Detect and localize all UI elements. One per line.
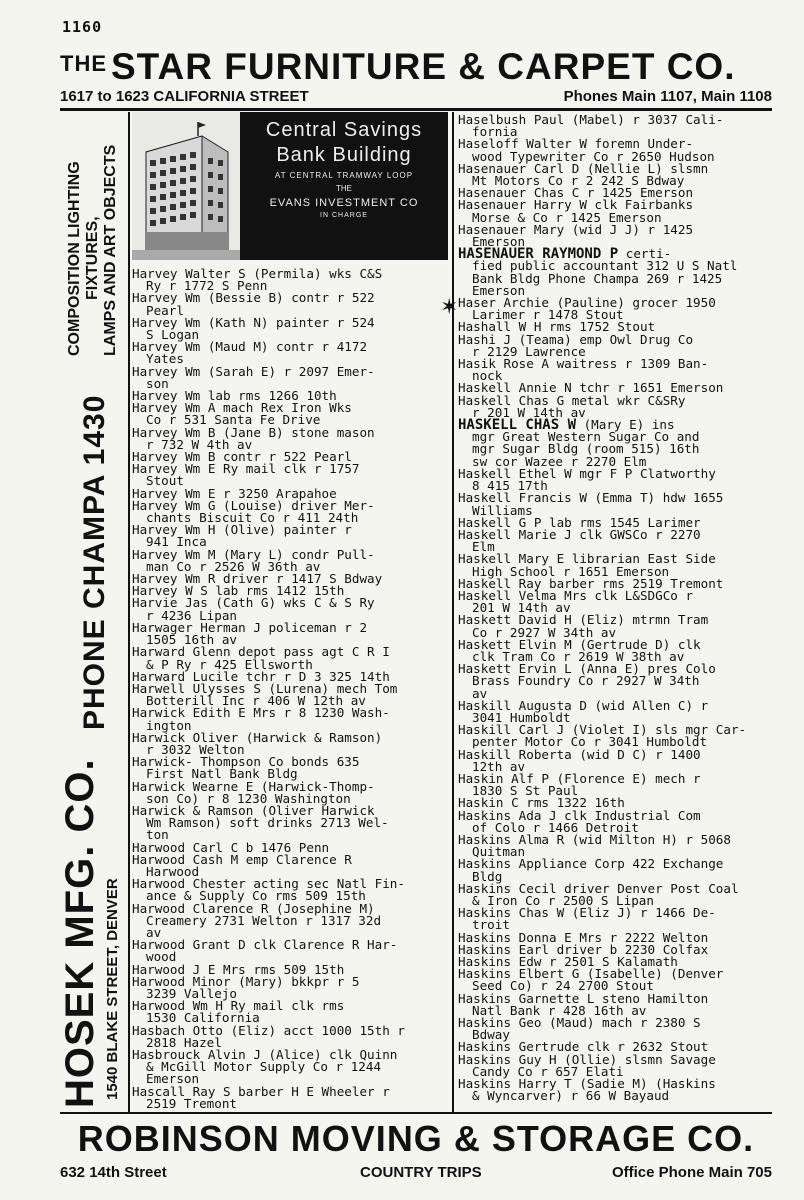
- entry-line: Botterill Inc r 406 W 12th av: [146, 693, 366, 709]
- directory-entry: [458, 697, 772, 725]
- entry-line: r 3032 Welton: [146, 741, 245, 757]
- bank-line-4: THE: [336, 184, 352, 193]
- entry-line: Natl Bank r 428 16th av: [472, 1002, 647, 1018]
- entry-line: av: [146, 924, 162, 940]
- directory-entry: [458, 990, 772, 1018]
- entry-line: son Co) r 8 1230 Washington: [146, 790, 351, 806]
- entry-line: Wm Ramson) soft drinks 2713 Wel-: [146, 815, 389, 831]
- entry-line: 12th av: [472, 758, 526, 774]
- entry-line: Hasenauer Harry W clk Fairbanks: [458, 197, 694, 213]
- entry-line: Seed Co) r 24 2700 Stout: [472, 978, 654, 994]
- directory-entry: [458, 492, 772, 516]
- entry-line: 1830 S St Paul: [472, 783, 579, 799]
- entry-line: Harwood Wm H Ry mail clk rms: [132, 998, 345, 1014]
- directory-entry: [132, 268, 450, 292]
- entry-line: Emerson: [472, 234, 526, 250]
- entry-line: Haskill Carl J (Violet I) sls mgr Car-: [458, 722, 747, 738]
- directory-entry: [458, 746, 772, 774]
- entry-line: Hashall W H rms 1752 Stout: [458, 319, 656, 335]
- entry-line: wood Typewriter Co r 2650 Hudson: [472, 148, 715, 164]
- entry-line: av: [472, 685, 488, 701]
- directory-entry: [458, 807, 772, 835]
- bank-building-text-box: [240, 112, 448, 260]
- entry-line: Harwood Grant D clk Clarence R Har-: [132, 937, 398, 953]
- entry-line: Larimer r 1478 Stout: [472, 307, 624, 323]
- entry-line: Hashi J (Teama) emp Owl Drug Co: [458, 331, 694, 347]
- entry-line: ington: [146, 717, 192, 733]
- entry-line: Harwood Clarence R (Josephine M): [132, 900, 375, 916]
- entry-line: Haskett Ervin L (Anna E) pres Colo: [458, 661, 716, 677]
- entry-line: Hasik Rose A waitress r 1309 Ban-: [458, 356, 709, 372]
- directory-entry: [132, 597, 450, 621]
- entry-line: Harvey Wm R driver r 1417 S Bdway: [132, 571, 383, 587]
- entry-line: Brass Foundry Co r 2927 W 34th: [472, 673, 700, 689]
- entry-line: 3041 Humboldt: [472, 709, 571, 725]
- entry-line: Haskell G P lab rms 1545 Larimer: [458, 514, 701, 530]
- directory-entry: [132, 707, 450, 731]
- page-number: 1160: [62, 18, 103, 36]
- entry-line: Mt Motors Co r 2 242 S Bdway: [472, 173, 685, 189]
- directory-entry: [132, 729, 450, 757]
- directory-entry: [458, 1017, 772, 1041]
- entry-line: Haskins Elbert G (Isabelle) (Denver: [458, 966, 724, 982]
- directory-entry: [132, 802, 450, 843]
- entry-line: 1530 California: [146, 1010, 260, 1026]
- entry-line: Bdway: [472, 1027, 510, 1043]
- entry-line: Ry r 1772 S Penn: [146, 278, 268, 294]
- bank-line-1: Central Savings: [265, 119, 423, 141]
- entry-line: Harvey Wm (Bessie B) contr r 522: [132, 290, 375, 306]
- left-column-rule: [128, 112, 130, 1112]
- entry-line: r 4236 Lipan: [146, 607, 237, 623]
- entry-line: Pearl: [146, 302, 184, 318]
- entry-line: Haskins Garnette L steno Hamilton: [458, 990, 709, 1006]
- directory-entry: [132, 463, 450, 487]
- entry-line: & Iron Co r 2500 S Lipan: [472, 893, 654, 908]
- directory-entry: [458, 1051, 772, 1079]
- bank-line-2: Bank Building: [276, 144, 412, 166]
- entry-line: Haskins Guy H (Ollie) slsmn Savage: [458, 1051, 716, 1067]
- entry-line: 2519 Tremont: [146, 1095, 237, 1111]
- entry-line: of Colo r 1466 Detroit: [472, 819, 639, 835]
- entry-line: Harvey Wm H (Olive) painter r: [132, 522, 352, 538]
- entry-line: Harwick Wearne E (Harwick-Thomp-: [132, 778, 375, 794]
- entry-line: 1505 16th av: [146, 632, 237, 648]
- directory-entry: [132, 851, 450, 879]
- directory-entry: [132, 973, 450, 1001]
- entry-line: Harvey Wm (Kath N) painter r 524: [132, 314, 375, 330]
- directory-entry: [132, 756, 450, 780]
- robinson-moving-name: ROBINSON MOVING & STORAGE CO.: [77, 1118, 755, 1159]
- entry-line: Harvie Jas (Cath G) wks C & S Ry: [132, 595, 375, 611]
- right-column-entries: [458, 114, 772, 1102]
- directory-entry: [458, 221, 772, 250]
- entry-line: son: [146, 375, 169, 391]
- entry-line: Harwood Cash M emp Clarence R: [132, 851, 352, 867]
- directory-entry: [132, 341, 450, 365]
- entry-line: Yates: [146, 351, 184, 367]
- robinson-phone: Office Phone Main 705: [611, 1164, 772, 1181]
- entry-line: Harwick Edith E Mrs r 8 1230 Wash-: [132, 705, 390, 721]
- entry-line: Harvey Wm E Ry mail clk r 1757: [132, 461, 360, 477]
- entry-line: & McGill Motor Supply Co r 1244: [146, 1059, 382, 1075]
- directory-entry: [458, 587, 772, 616]
- entry-line: Creamery 2731 Welton r 1317 32d: [146, 912, 382, 928]
- entry-line: Bank Bldg Phone Champa 269 r 1425: [472, 270, 723, 286]
- entry-line: Harwick Oliver (Harwick & Ramson): [132, 729, 383, 745]
- entry-line: r 732 W 4th av: [146, 436, 253, 452]
- entry-line: Hasenauer Chas C r 1425 Emerson: [458, 185, 694, 201]
- entry-line: Haskins Cecil driver Denver Post Coal: [458, 880, 739, 896]
- composition-lighting-text: COMPOSITION LIGHTING: [66, 161, 83, 356]
- entry-line: Haskill Roberta (wid D C) r 1400: [458, 746, 701, 762]
- entry-line: Haser Archie (Pauline) grocer 1950: [458, 295, 716, 311]
- entry-line: Harvey Wm (Sarah E) r 2097 Emer-: [132, 363, 375, 379]
- building-icon: [132, 112, 240, 260]
- star-furniture-phones: Phones Main 1107, Main 1108: [563, 88, 772, 105]
- directory-entry: [132, 1000, 450, 1024]
- star-furniture-strip: [60, 86, 772, 111]
- entry-line: Harwick- Thompson Co bonds 635: [132, 754, 360, 770]
- directory-entry: [132, 646, 450, 670]
- entry-line: chants Biscuit Co r 411 24th: [146, 510, 359, 526]
- robinson-moving-strip: [60, 1164, 772, 1184]
- star-furniture-name: STAR FURNITURE & CARPET CO.: [111, 46, 736, 87]
- entry-line: Haskins Harry T (Sadie M) (Haskins: [458, 1076, 716, 1092]
- entry-line: Harvey Wm E r 3250 Arapahoe: [132, 485, 337, 501]
- entry-line: Harwood: [146, 863, 200, 879]
- center-column-rule: [452, 112, 454, 1112]
- lamps-text: LAMPS AND ART OBJECTS: [102, 144, 119, 356]
- bank-line-5: EVANS INVESTMENT CO: [269, 197, 419, 209]
- entry-line: Quitman: [472, 844, 526, 860]
- directory-entry: [132, 497, 450, 526]
- entry-line: r 201 W 14th av: [472, 404, 586, 420]
- entry-line: Haskell Ray barber rms 2519 Tremont: [458, 575, 724, 591]
- entry-line: Hasenauer Mary (wid J J) r 1425: [458, 221, 694, 237]
- directory-entry: [132, 402, 450, 426]
- directory-entry: [458, 614, 772, 638]
- entry-line: Elm: [472, 539, 495, 555]
- entry-line: ton: [146, 827, 169, 843]
- directory-entry: [132, 1083, 450, 1111]
- entry-line: clk Tram Co r 2619 W 38th av: [472, 648, 685, 664]
- directory-entry: [458, 636, 772, 664]
- entry-line: Harwell Ulysses S (Lurena) mech Tom: [132, 680, 398, 696]
- directory-entry: [132, 292, 450, 316]
- entry-line: fornia: [472, 124, 518, 140]
- entry-line: Haskin Alf P (Florence E) mech r: [458, 770, 701, 786]
- entry-line: 3239 Vallejo: [146, 985, 237, 1001]
- directory-entry: [458, 553, 772, 577]
- entry-line: troit: [472, 917, 510, 933]
- entry-line: Haskins Alma R (wid Milton H) r 5068: [458, 831, 731, 847]
- bank-line-6: IN CHARGE: [320, 212, 368, 219]
- entry-line: mgr Great Western Sugar Co and: [472, 429, 700, 445]
- entry-line: S Logan: [146, 327, 200, 343]
- entry-line: Emerson: [146, 1071, 200, 1087]
- entry-line: Haskell Chas G metal wkr C&SRy: [458, 392, 686, 408]
- directory-entry: [458, 465, 772, 494]
- entry-line: Harwood J E Mrs rms 509 15th: [132, 961, 345, 977]
- entry-line: Harvey W S lab rms 1412 15th: [132, 583, 345, 599]
- star-furniture-the: THE: [60, 51, 107, 76]
- entry-line: Haskins Edw r 2501 S Kalamath: [458, 954, 678, 970]
- entry-line: Haskins Gertrude clk r 2632 Stout: [458, 1039, 709, 1055]
- directory-entry: [132, 939, 450, 963]
- entry-line: First Natl Bank Bldg: [146, 766, 298, 782]
- directory-entry: [458, 1078, 772, 1102]
- directory-entry: [458, 724, 772, 748]
- entry-line: Co r 531 Santa Fe Drive: [146, 412, 321, 428]
- entry-line: Harvey Wm G (Louise) driver Mer-: [132, 497, 375, 513]
- entry-line: Haskins Earl driver b 2230 Colfax: [458, 941, 709, 957]
- entry-line: Haskell Marie J clk GWSCo r 2270: [458, 526, 701, 542]
- entry-line: Haseloff Walter W foremn Under-: [458, 136, 694, 152]
- bank-line-3: AT CENTRAL TRAMWAY LOOP: [274, 171, 414, 180]
- entry-line: Haskins Geo (Maud) mach r 2380 S: [458, 1015, 701, 1031]
- entry-line: 941 Inca: [146, 534, 207, 550]
- entry-line: 8 415 17th: [472, 478, 548, 494]
- entry-line: Haskett David H (Eliz) mtrmn Tram: [458, 612, 709, 628]
- entry-line: & Wyncarver) r 66 W Bayaud: [472, 1088, 670, 1104]
- entry-line: Harvey Wm B contr r 522 Pearl: [132, 449, 352, 465]
- entry-line: Harward Glenn depot pass agt C R I: [132, 644, 390, 660]
- directory-entry: [458, 858, 772, 882]
- entry-head-tail: (Mary E) ins: [576, 417, 675, 433]
- entry-head-tail: certi-: [618, 246, 672, 262]
- entry-bold-name: HASENAUER RAYMOND P: [458, 246, 619, 263]
- directory-entry: [132, 619, 450, 648]
- entry-line: Haskin C rms 1322 16th: [458, 795, 625, 811]
- entry-line: Harvey Wm A mach Rex Iron Wks: [132, 400, 352, 416]
- entry-line: Haskins Donna E Mrs r 2222 Welton: [458, 929, 709, 945]
- directory-entry: [458, 663, 772, 700]
- directory-entry: [132, 900, 450, 940]
- entry-line: Williams: [472, 502, 533, 518]
- entry-line: Haselbush Paul (Mabel) r 3037 Cali-: [458, 112, 724, 127]
- directory-entry: [458, 770, 772, 799]
- directory-entry: [458, 358, 772, 382]
- directory-entry: [458, 331, 772, 359]
- entry-line: Morse & Co r 1425 Emerson: [472, 209, 662, 225]
- directory-entry: [132, 314, 450, 343]
- entry-line: Harvey Wm M (Mary L) condr Pull-: [132, 546, 375, 562]
- entry-line: Harwood Chester acting sec Natl Fin-: [132, 876, 405, 892]
- entry-line: Haskins Ada J clk Industrial Com: [458, 807, 701, 823]
- entry-line: Harward Lucile tchr r D 3 325 14th: [132, 668, 390, 684]
- entry-line: & P Ry r 425 Ellsworth: [146, 656, 313, 672]
- robinson-trips: COUNTRY TRIPS: [360, 1164, 482, 1181]
- entry-line: Haskett Elvin M (Gertrude D) clk: [458, 636, 701, 652]
- entry-bold-name: HASKELL CHAS W: [458, 417, 577, 434]
- entry-line: Haskell Ethel W mgr F P Clatworthy: [458, 465, 716, 481]
- entry-line: r 2129 Lawrence: [472, 343, 586, 359]
- directory-entry: [132, 778, 450, 806]
- directory-entry: [132, 878, 450, 902]
- directory-entry: [458, 392, 772, 420]
- entry-line: penter Motor Co r 3041 Humboldt: [472, 734, 708, 750]
- entry-line: Harvey Wm B (Jane B) stone mason: [132, 424, 375, 440]
- entry-line: Bldg: [472, 868, 503, 884]
- phone-champa-text: PHONE CHAMPA 1430: [78, 394, 111, 730]
- asterisk-mark: ✶: [440, 295, 459, 320]
- entry-line: 201 W 14th av: [472, 600, 571, 616]
- entry-line: Harwood Carl C b 1476 Penn: [132, 839, 330, 855]
- entry-line: Candy Co r 657 Elati: [472, 1063, 624, 1079]
- entry-line: Emerson: [472, 282, 526, 298]
- directory-entry: [132, 680, 450, 709]
- entry-line: Haskins Chas W (Eliz J) r 1466 De-: [458, 905, 716, 921]
- entry-line: Harvey Walter S (Permila) wks C&S: [132, 266, 383, 281]
- directory-entry: [458, 907, 772, 931]
- directory-entry: [458, 248, 772, 297]
- entry-line: Haskins Appliance Corp 422 Exchange: [458, 856, 724, 872]
- directory-entry: [458, 526, 772, 555]
- directory-entry: [458, 160, 772, 189]
- entry-line: fied public accountant 312 U S Natl: [472, 258, 738, 274]
- entry-line: Haskill Augusta D (wid Allen C) r: [458, 697, 709, 713]
- star-furniture-address: 1617 to 1623 CALIFORNIA STREET: [60, 88, 309, 105]
- entry-line: nock: [472, 368, 503, 384]
- entry-line: mgr Sugar Bldg (room 515) 16th: [472, 441, 700, 457]
- entry-line: Haskell Francis W (Emma T) hdw 1655: [458, 490, 724, 506]
- hosek-address-text: 1540 BLAKE STREET, DENVER: [104, 878, 121, 1100]
- entry-line: Harvey Wm lab rms 1266 10th: [132, 388, 337, 404]
- hosek-mfg-text: HOSEK MFG. CO.: [58, 758, 102, 1108]
- directory-entry: [458, 831, 772, 860]
- directory-entry: [458, 968, 772, 992]
- entry-line: Co r 2927 W 34th av: [472, 624, 617, 640]
- entry-line: Haskell Mary E librarian East Side: [458, 551, 716, 567]
- star-furniture-ad: [60, 44, 772, 87]
- bank-building-ad: [132, 112, 448, 260]
- entry-line: Stout: [146, 473, 184, 489]
- entry-line: Harwager Herman J policeman r 2: [132, 619, 368, 635]
- entry-line: Hasenauer Carl D (Nellie L) slsmn: [458, 160, 709, 176]
- bank-building-illustration: [132, 112, 240, 260]
- directory-entry: [458, 199, 772, 223]
- entry-line: Haskell Annie N tchr r 1651 Emerson: [458, 380, 724, 396]
- left-column-entries: [132, 268, 450, 1110]
- directory-entry: [132, 1022, 450, 1050]
- directory-entry: [132, 424, 450, 452]
- fixtures-text: FIXTURES,: [84, 216, 101, 300]
- entry-line: man Co r 2526 W 36th av: [146, 558, 321, 574]
- directory-entry: [458, 880, 772, 908]
- entry-line: Harvey Wm (Maud M) contr r 4172: [132, 339, 368, 355]
- directory-entry: [132, 546, 450, 574]
- entry-line: Hasbrouck Alvin J (Alice) clk Quinn: [132, 1047, 398, 1062]
- directory-entry: [458, 419, 772, 468]
- directory-entry: [458, 114, 772, 138]
- entry-line: Hasbach Otto (Eliz) acct 1000 15th r: [132, 1022, 405, 1038]
- robinson-address: 632 14th Street: [60, 1164, 167, 1181]
- entry-line: 2818 Hazel: [146, 1034, 222, 1050]
- entry-line: Harwick & Ramson (Oliver Harwick: [132, 802, 375, 818]
- bottom-rule: [60, 1112, 772, 1114]
- directory-entry: [458, 297, 772, 321]
- entry-line: Harwood Minor (Mary) bkkpr r 5: [132, 973, 360, 989]
- entry-line: High School r 1651 Emerson: [472, 563, 670, 579]
- directory-entry: [132, 1049, 450, 1086]
- entry-line: ance & Supply Co rms 509 15th: [146, 888, 366, 904]
- entry-line: wood: [146, 949, 177, 965]
- directory-entry: [132, 524, 450, 548]
- entry-line: Hascall Ray S barber H E Wheeler r: [132, 1083, 390, 1099]
- directory-entry: [132, 363, 450, 391]
- directory-entry: [458, 138, 772, 162]
- entry-line: Haskell Velma Mrs clk L&SDGCo r: [458, 587, 694, 603]
- entry-line: sw cor Wazee r 2270 Elm: [472, 453, 647, 469]
